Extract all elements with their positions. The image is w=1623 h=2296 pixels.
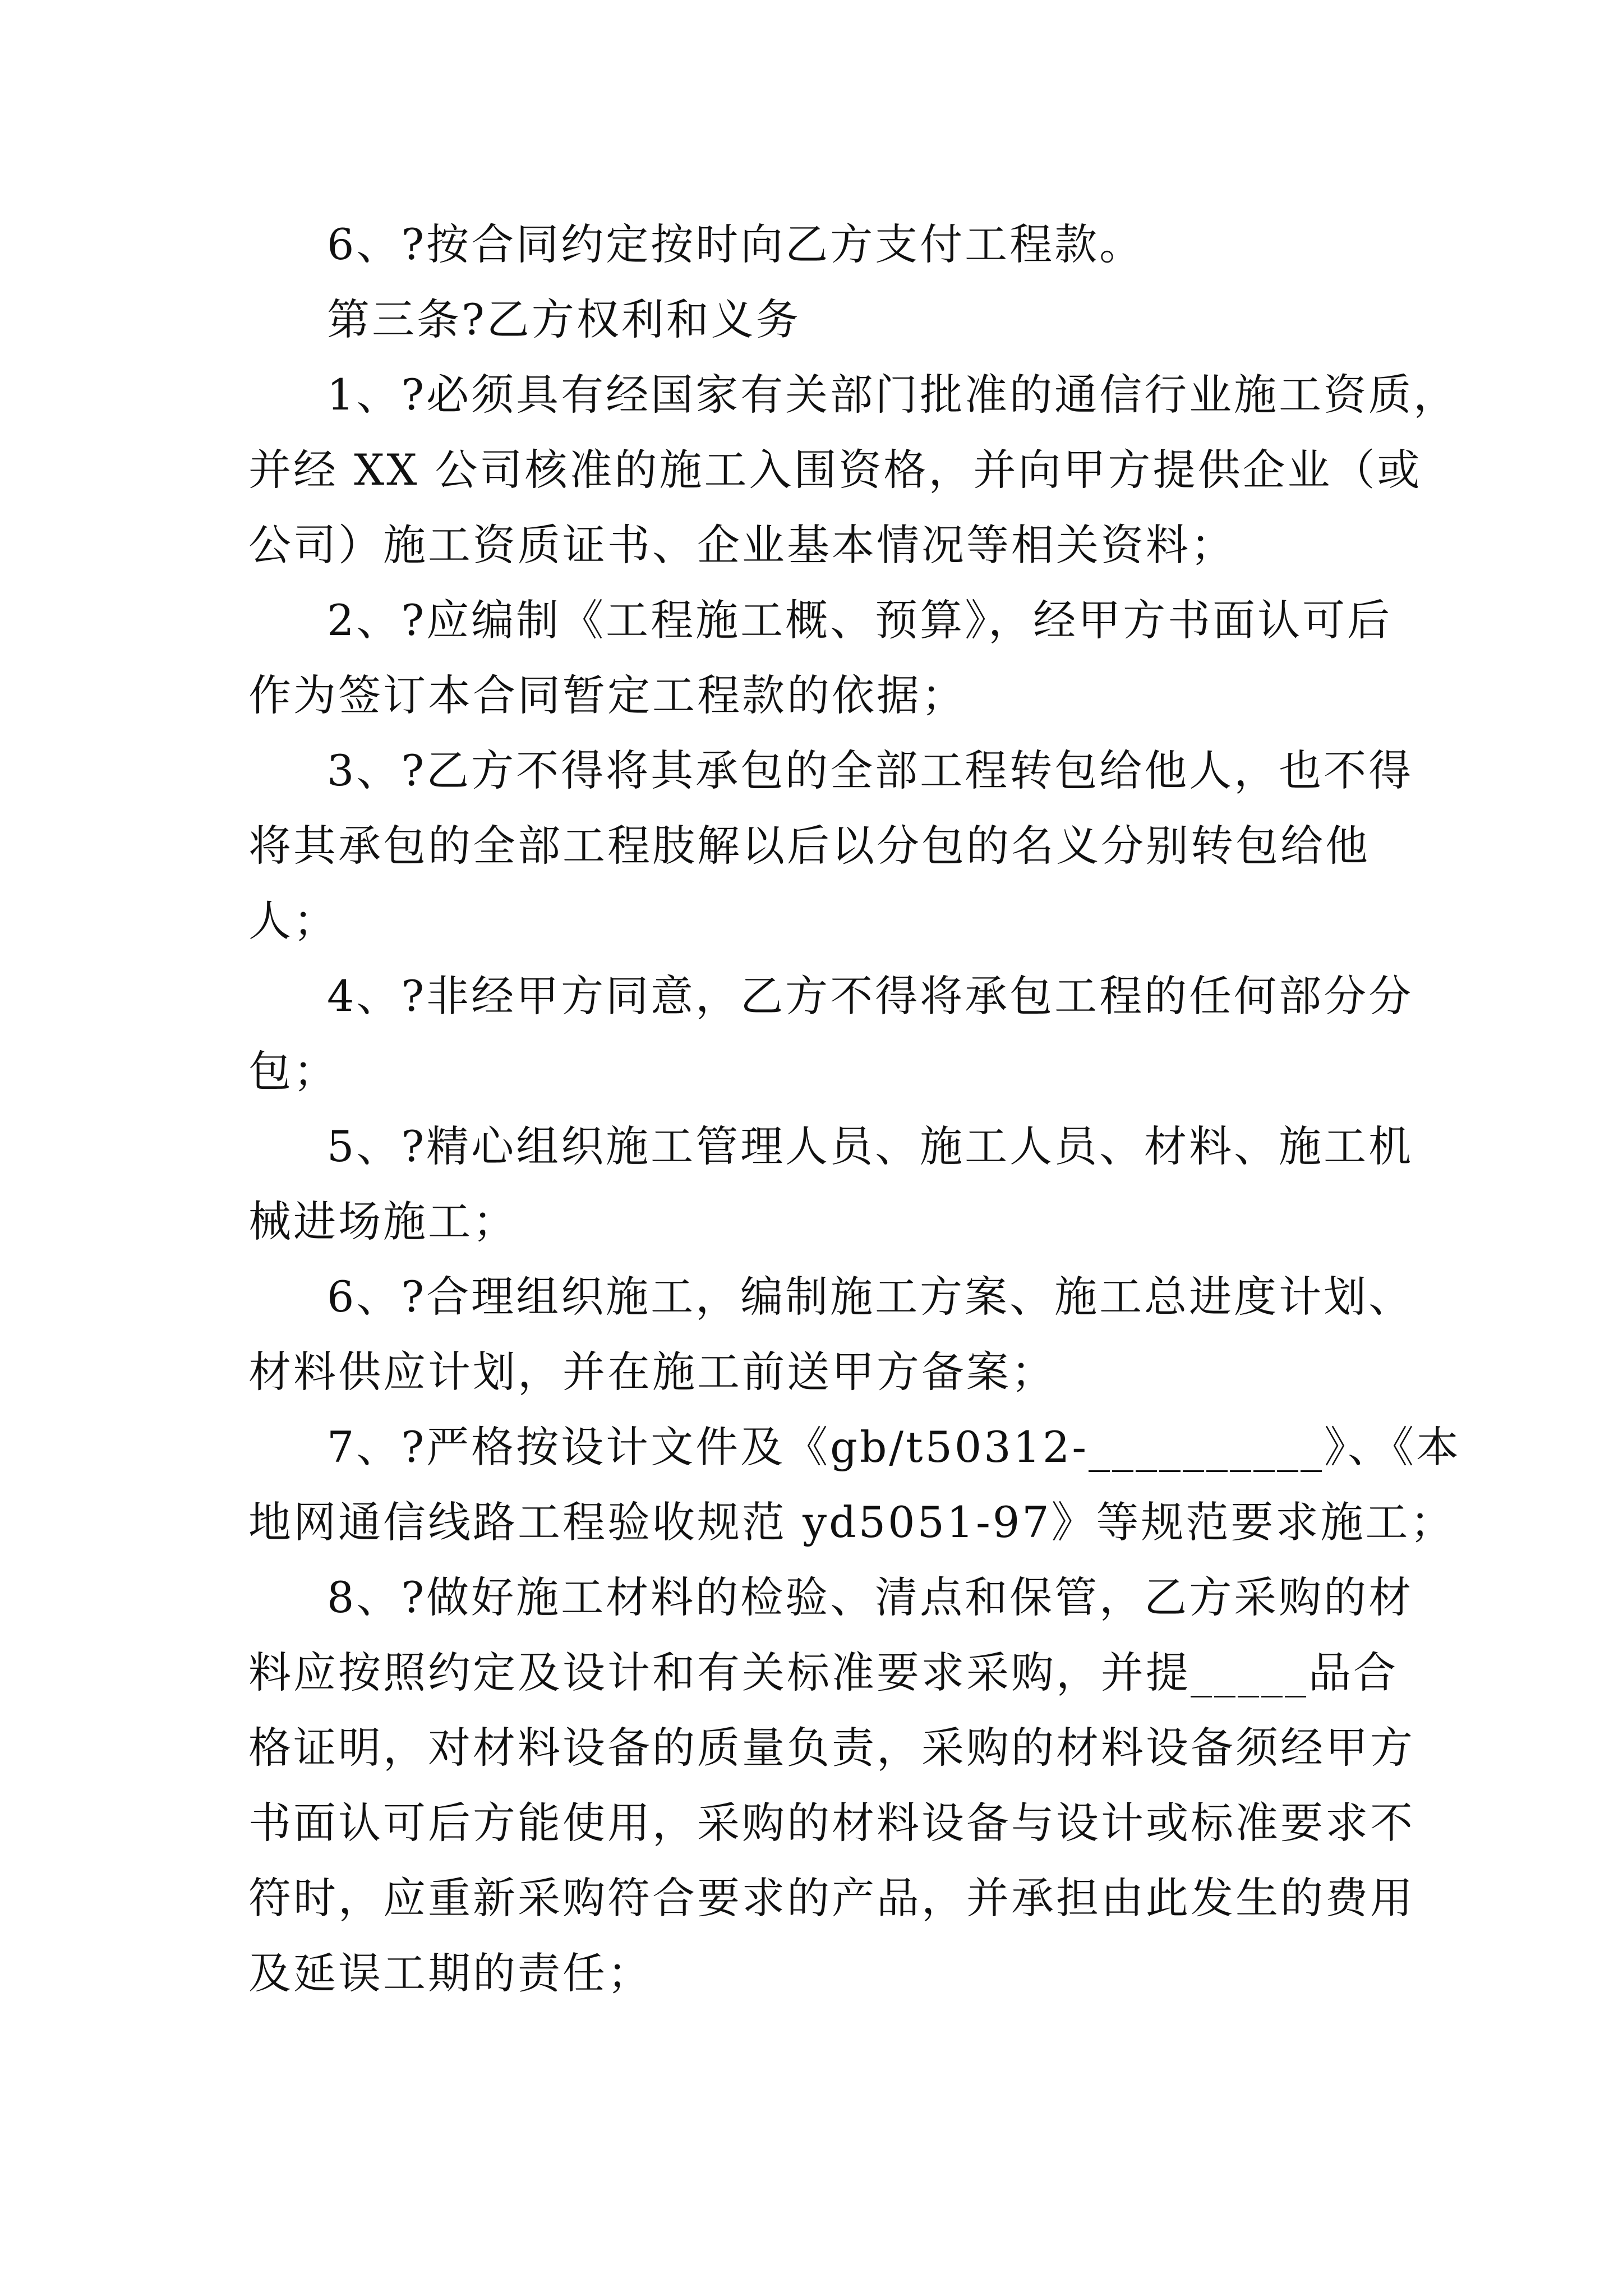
text-line: 公司）施工资质证书、企业基本情况等相关资料； [248,520,1235,570]
text-line: 符时，应重新采购符合要求的产品，并承担由此发生的费用 [248,1873,1415,1923]
text-line: 作为签订本合同暂定工程款的依据； [248,670,966,720]
text-line: 7、?严格按设计文件及《gb/t50312-__________》、《本 [327,1422,1461,1472]
text-line: 6、?按合同约定按时向乙方支付工程款。 [327,219,1145,269]
text-line: 及延误工期的责任； [248,1948,652,1998]
text-line: 5、?精心组织施工管理人员、施工人员、材料、施工机 [327,1121,1414,1171]
text-line: 料应按照约定及设计和有关标准要求采购，并提_____品合 [248,1648,1398,1697]
text-line: 8、?做好施工材料的检验、清点和保管，乙方采购的材 [327,1572,1414,1622]
text-line: 材料供应计划，并在施工前送甲方备案； [248,1347,1056,1397]
text-line: 包； [248,1046,338,1096]
section-heading: 第三条?乙方权利和义务 [327,295,801,344]
text-line: 书面认可后方能使用，采购的材料设备与设计或标准要求不 [248,1798,1415,1848]
text-line: 4、?非经甲方同意，乙方不得将承包工程的任何部分分 [327,971,1414,1021]
text-line: 6、?合理组织施工，编制施工方案、施工总进度计划、 [327,1272,1414,1322]
text-line: 并经 XX 公司核准的施工入围资格，并向甲方提供企业（或 [248,445,1422,495]
text-line: 3、?乙方不得将其承包的全部工程转包给他人，也不得 [327,746,1414,795]
text-line: 地网通信线路工程验收规范 yd5051-97》等规范要求施工； [248,1497,1455,1547]
text-line: 将其承包的全部工程肢解以后以分包的名义分别转包给他 [248,821,1370,871]
text-line: 格证明，对材料设备的质量负责，采购的材料设备须经甲方 [248,1723,1415,1773]
text-line: 械进场施工； [248,1197,518,1246]
text-line: 人； [248,896,338,946]
text-line: 2、?应编制《工程施工概、预算》，经甲方书面认可后 [327,595,1393,645]
text-line: 1、?必须具有经国家有关部门批准的通信行业施工资质， [327,370,1459,420]
